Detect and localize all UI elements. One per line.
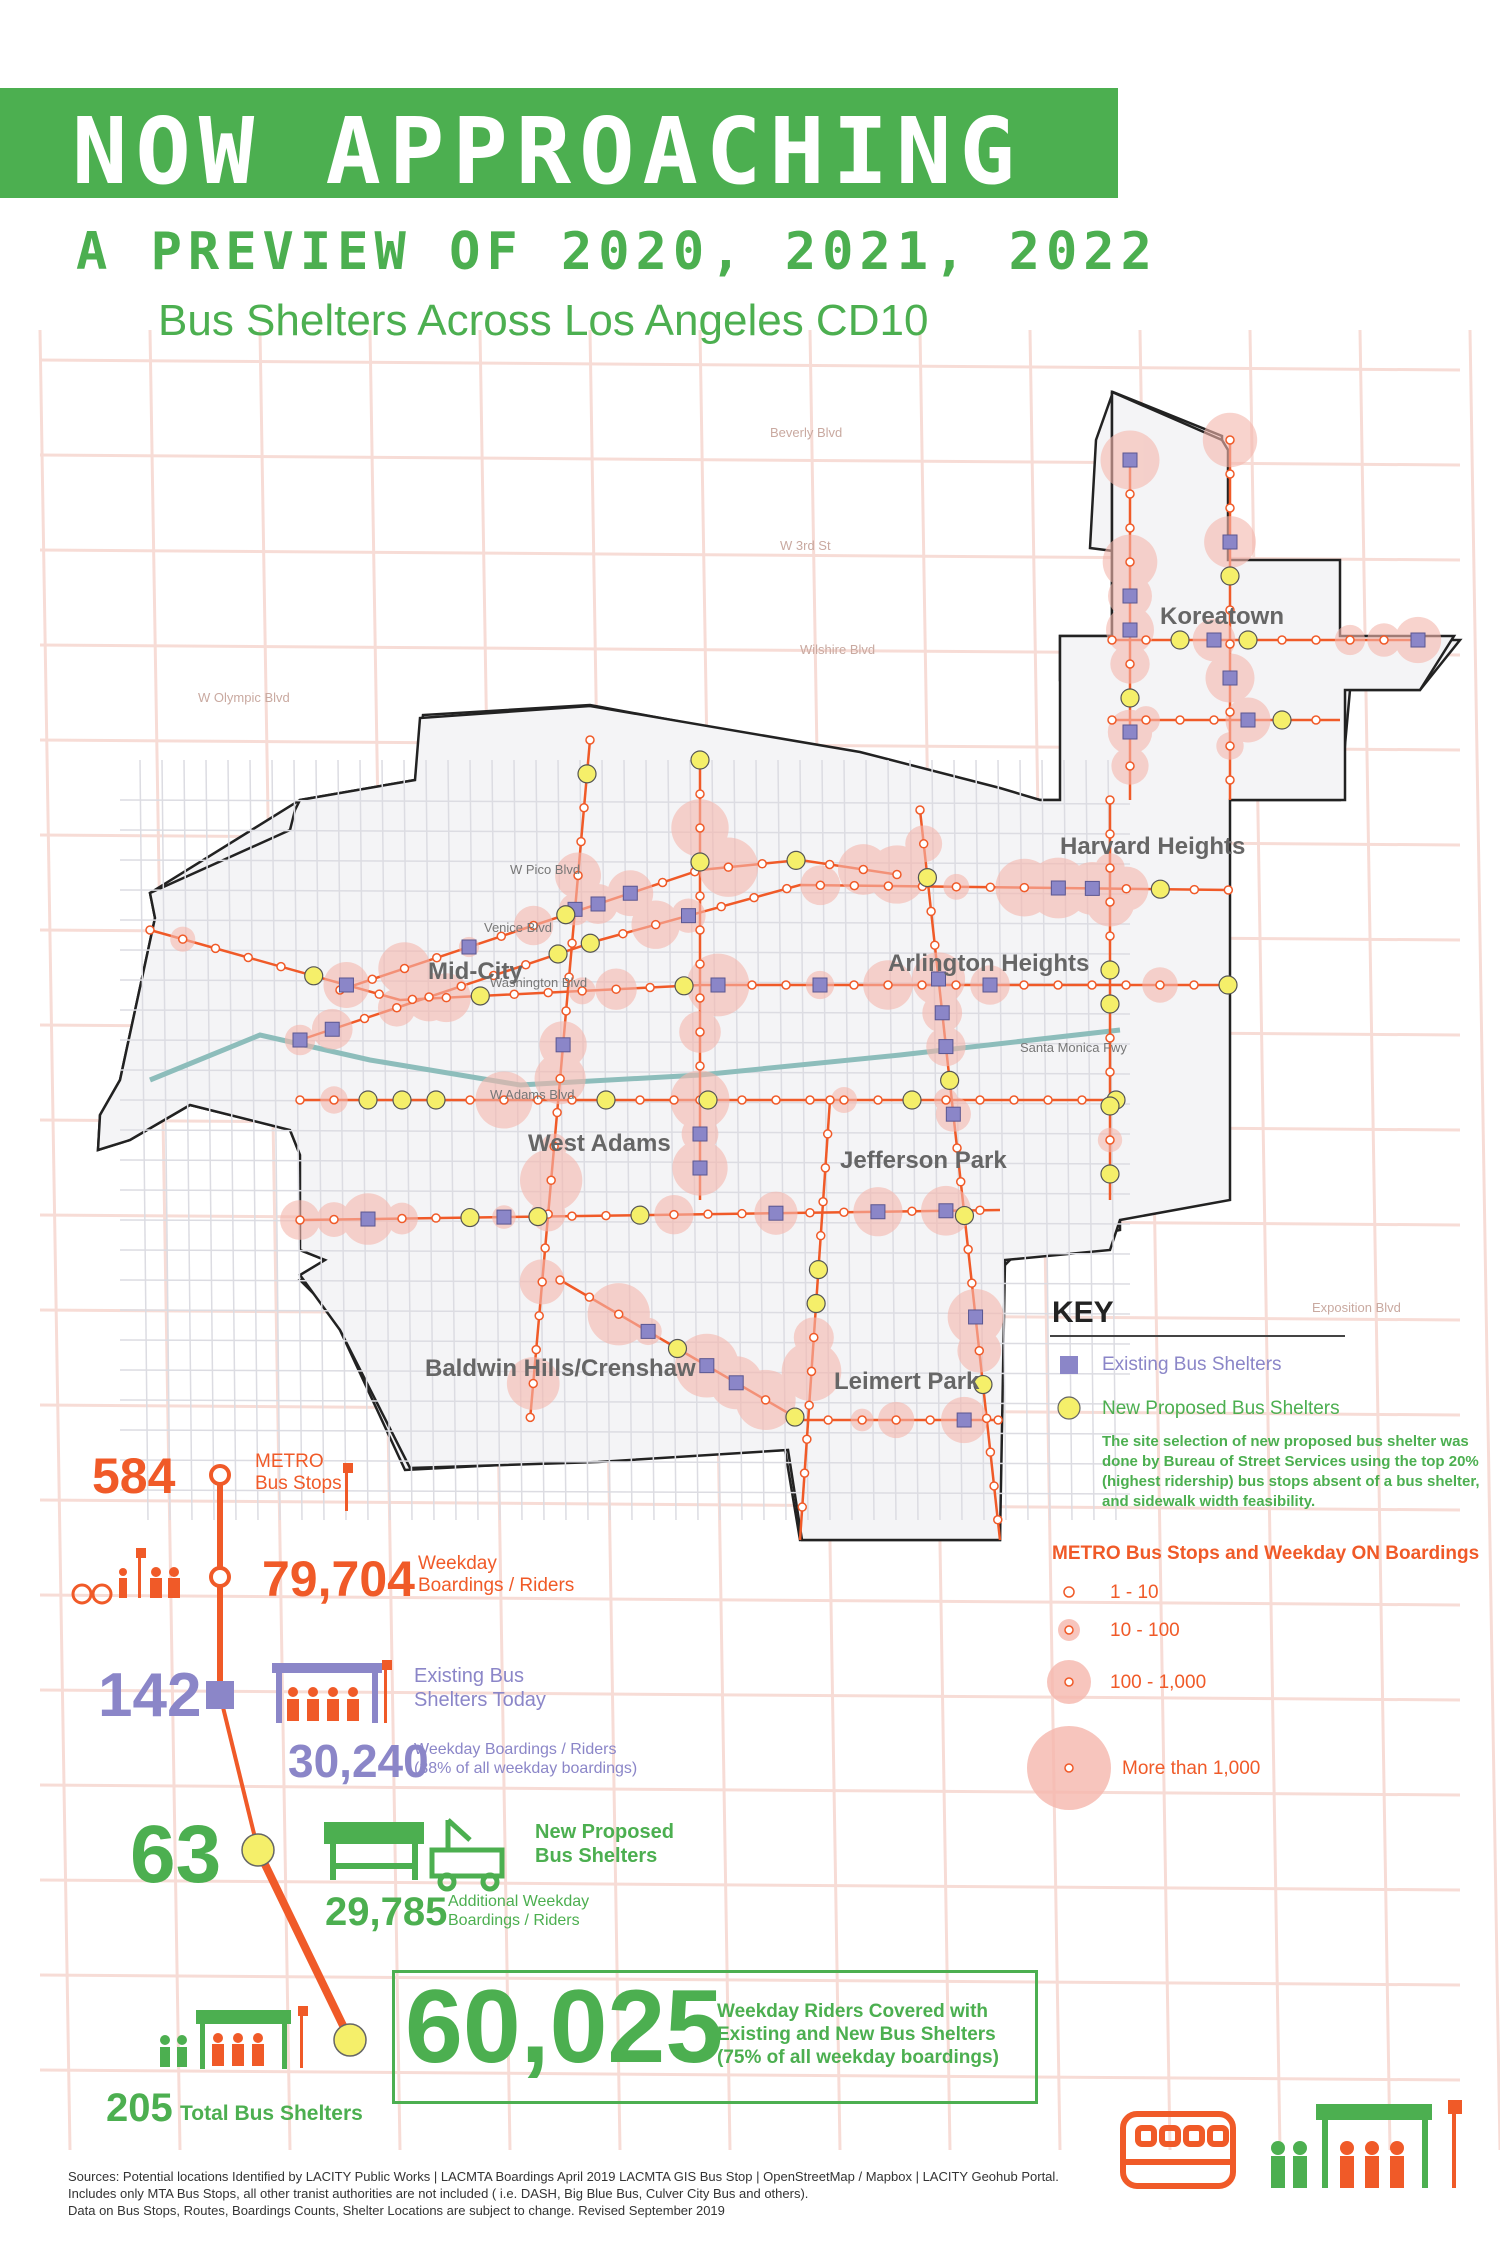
neighborhood-label: Jefferson Park — [840, 1147, 1007, 1174]
bus-stop — [750, 894, 758, 902]
bus-stop — [772, 1096, 780, 1104]
bus-stop — [884, 981, 892, 989]
proposed-shelter — [807, 1295, 825, 1313]
existing-shelter — [729, 1376, 743, 1390]
proposed-shelter — [597, 1091, 615, 1109]
bus-stop — [1278, 636, 1286, 644]
bus-stop — [670, 1211, 678, 1219]
proposed-shelter — [903, 1091, 921, 1109]
street-label: Beverly Blvd — [770, 425, 843, 440]
bus-stop — [526, 1413, 534, 1421]
bus-stop — [401, 964, 409, 972]
proposed-shelter — [786, 1408, 804, 1426]
proposed-shelter — [578, 765, 596, 783]
bus-stop — [798, 1503, 806, 1511]
existing-shelter — [1123, 725, 1137, 739]
existing-shelter — [1223, 535, 1237, 549]
bus-stop — [1088, 981, 1096, 989]
proposed-shelter — [1101, 961, 1119, 979]
existing-shelter — [969, 1310, 983, 1324]
bus-stop — [659, 878, 667, 886]
existing-shelter — [1085, 881, 1099, 895]
bus-stop — [696, 926, 704, 934]
street-label: Wilshire Blvd — [800, 642, 876, 657]
bus-stop — [696, 1062, 704, 1070]
tow-truck-icon — [432, 1820, 502, 1889]
bg-street — [40, 1690, 1460, 1700]
neighborhood-label: Mid-City — [428, 958, 523, 985]
existing-shelter — [693, 1127, 707, 1141]
existing-shelter — [1223, 671, 1237, 685]
bus-stop — [892, 1416, 900, 1424]
street-label: Washington Blvd — [490, 975, 588, 990]
bus-stop — [942, 1096, 950, 1104]
page-tagline: Bus Shelters Across Los Angeles CD10 — [158, 296, 929, 345]
proposed-shelter — [699, 1091, 717, 1109]
bus-stop — [952, 883, 960, 891]
key-boardings-4: More than 1,000 — [1122, 1758, 1261, 1779]
bus-stop — [1190, 886, 1198, 894]
street-label: W Adams Blvd — [490, 1087, 575, 1102]
bus-stop — [810, 1333, 818, 1341]
key-proposed-label: New Proposed Bus Shelters — [1102, 1398, 1340, 1419]
bus-stop — [805, 1401, 813, 1409]
bus-stop — [1142, 716, 1150, 724]
bus-stop — [817, 1232, 825, 1240]
bus-stop — [806, 1209, 814, 1217]
bus-stop — [850, 981, 858, 989]
proposed-shelter — [359, 1091, 377, 1109]
bus-stop — [535, 1312, 543, 1320]
bus-stop — [1106, 796, 1114, 804]
bus-stop — [1106, 1136, 1114, 1144]
metro-stops-label: METRO Bus Stops — [255, 1451, 342, 1494]
bus-stop — [824, 1130, 832, 1138]
bus-stop — [859, 865, 867, 873]
bus-stop — [1126, 558, 1134, 566]
bus-stop — [1108, 636, 1116, 644]
proposed-boardings-label: Additional Weekday Boardings / Riders — [448, 1893, 590, 1929]
bus-stop — [361, 1014, 369, 1022]
total-riders-count: 60,025 — [405, 1969, 724, 2085]
bus-stop — [1226, 640, 1234, 648]
bus-stop — [1312, 636, 1320, 644]
proposed-shelter — [557, 906, 575, 924]
bus-stop — [908, 1207, 916, 1215]
existing-shelter — [957, 1413, 971, 1427]
neighborhood-label: Koreatown — [1160, 603, 1285, 630]
proposed-shelter — [1221, 567, 1239, 585]
bus-stop — [806, 1096, 814, 1104]
bus-stop — [738, 1210, 746, 1218]
existing-shelter — [591, 897, 605, 911]
bus-stop — [1126, 762, 1134, 770]
proposed-shelter — [529, 1208, 547, 1226]
bus-stop — [819, 1198, 827, 1206]
bus-stop — [1312, 716, 1320, 724]
proposed-shelter — [1219, 976, 1237, 994]
bus-stop — [920, 840, 928, 848]
existing-shelter — [1123, 623, 1137, 637]
key-note: The site selection of new proposed bus shelter was done by Bureau of Street Services using the top 20% (highest ridership) bus stops absent of a bus shelter, and sidewalk width feasibility. — [1102, 1433, 1480, 1510]
bus-stop — [916, 806, 924, 814]
bus-stop — [840, 1208, 848, 1216]
bus-stop — [1190, 981, 1198, 989]
proposed-shelter — [1151, 880, 1169, 898]
total-shelters-label: Total Bus Shelters — [180, 2102, 363, 2125]
bus-stop — [1226, 436, 1234, 444]
bus-stop — [547, 1176, 555, 1184]
street-label: W 3rd St — [780, 538, 831, 553]
bus-stop — [615, 1310, 623, 1318]
proposed-shelter — [393, 1091, 411, 1109]
existing-boardings-count: 30,240 — [288, 1735, 429, 1787]
bus-stop — [927, 907, 935, 915]
key-boardings-title: METRO Bus Stops and Weekday ON Boardings — [1052, 1543, 1480, 1564]
metro-stops-count: 584 — [92, 1448, 176, 1504]
existing-shelter — [711, 978, 725, 992]
bus-stop — [1122, 885, 1130, 893]
bus-stop — [586, 736, 594, 744]
bus-stop — [1126, 660, 1134, 668]
bus-stop — [466, 1096, 474, 1104]
existing-shelter — [769, 1206, 783, 1220]
bus-stop — [976, 1096, 984, 1104]
existing-boardings-label: Weekday Boardings / Riders (38% of all weekday boardings) — [414, 1741, 638, 1777]
bus-stop — [211, 944, 219, 952]
existing-shelters-count: 142 — [98, 1661, 202, 1730]
street-label: W Olympic Blvd — [198, 690, 290, 705]
bus-stop — [556, 1075, 564, 1083]
proposed-shelter — [461, 1209, 479, 1227]
existing-shelter — [813, 978, 827, 992]
existing-shelter — [462, 940, 476, 954]
bus-stop — [1226, 504, 1234, 512]
bus-stop — [696, 994, 704, 1002]
key-boardings-2: 10 - 100 — [1110, 1620, 1180, 1641]
street-label: Santa Monica Fwy — [1020, 1040, 1127, 1055]
bus-stop — [986, 1448, 994, 1456]
neighborhood-label: Arlington Heights — [888, 950, 1090, 977]
bus-stop — [782, 981, 790, 989]
bus-stop — [816, 881, 824, 889]
bus-stop — [1156, 981, 1164, 989]
bus-stop — [556, 1276, 564, 1284]
bus-stop — [803, 1435, 811, 1443]
existing-shelter — [693, 1161, 707, 1175]
bus-stop — [704, 1210, 712, 1218]
existing-shelter — [939, 1204, 953, 1218]
bus-stop — [783, 885, 791, 893]
bus-stop — [807, 1367, 815, 1375]
bus-stop — [1126, 524, 1134, 532]
bus-stop — [696, 790, 704, 798]
bus-stop — [619, 930, 627, 938]
key-title: KEY — [1052, 1296, 1114, 1329]
proposed-shelter — [691, 853, 709, 871]
neighborhood-label: Baldwin Hills/Crenshaw — [425, 1355, 696, 1382]
bus-stop — [824, 1416, 832, 1424]
bg-street — [40, 1595, 1460, 1605]
bus-stop — [1226, 742, 1234, 750]
bus-stop — [636, 1096, 644, 1104]
bus-stop — [568, 1212, 576, 1220]
bg-street — [1470, 330, 1500, 2150]
proposed-shelter — [549, 945, 567, 963]
existing-shelter — [497, 1210, 511, 1224]
bus-stop — [1044, 1096, 1052, 1104]
bus-stop — [1020, 981, 1028, 989]
bus-stop — [990, 1482, 998, 1490]
bus-stop — [826, 1096, 834, 1104]
proposed-shelter — [631, 1206, 649, 1224]
existing-shelter — [983, 978, 997, 992]
existing-shelter — [1123, 453, 1137, 467]
bus-stop — [296, 1216, 304, 1224]
bus-stop — [146, 926, 154, 934]
bus-stop — [602, 1212, 610, 1220]
bus-stop — [976, 1206, 984, 1214]
bus-stop — [821, 1164, 829, 1172]
existing-shelter — [946, 1107, 960, 1121]
proposed-shelter — [427, 1091, 445, 1109]
bus-stop — [538, 1278, 546, 1286]
key-symbols — [1027, 1356, 1111, 1810]
bus-stop — [330, 1216, 338, 1224]
bus-stop — [983, 1414, 991, 1422]
bus-stop — [957, 1178, 965, 1186]
bus-stop — [1142, 636, 1150, 644]
existing-shelter — [1123, 589, 1137, 603]
page-subtitle: A PREVIEW OF 2020, 2021, 2022 — [76, 222, 1158, 282]
bus-stop — [748, 981, 756, 989]
proposed-shelter — [1121, 689, 1139, 707]
bg-street — [40, 360, 1460, 370]
bus-stop — [994, 1516, 1002, 1524]
bus-stop — [758, 860, 766, 868]
bus-stop — [840, 1096, 848, 1104]
proposed-shelter — [691, 751, 709, 769]
bus-stop — [717, 903, 725, 911]
existing-shelter — [556, 1038, 570, 1052]
bus-stop — [1226, 776, 1234, 784]
bus-stop — [968, 1279, 976, 1287]
proposed-shelter — [1239, 631, 1257, 649]
existing-shelter — [681, 909, 695, 923]
existing-shelter — [700, 1359, 714, 1373]
bus-stop — [408, 995, 416, 1003]
bg-street — [40, 1880, 1460, 1890]
bus-stop — [850, 882, 858, 890]
bus-stop — [975, 1347, 983, 1355]
existing-shelter — [1241, 713, 1255, 727]
bus-stop — [874, 1096, 882, 1104]
bus-stop — [1108, 716, 1116, 724]
bus-stop — [994, 1416, 1002, 1424]
bus-stop — [670, 1096, 678, 1104]
bus-stop — [1078, 1096, 1086, 1104]
bus-stop — [432, 1214, 440, 1222]
proposed-boardings-count: 29,785 — [325, 1890, 448, 1934]
bus-stop — [1106, 1068, 1114, 1076]
bus-stop — [1106, 864, 1114, 872]
bus-stop — [738, 1096, 746, 1104]
bus-stop — [562, 1007, 570, 1015]
proposed-shelter — [305, 967, 323, 985]
bus-stop — [1224, 886, 1232, 894]
bus-stop — [1010, 1096, 1018, 1104]
bus-stop — [931, 941, 939, 949]
bus-stop — [724, 863, 732, 871]
bus-stop — [368, 975, 376, 983]
bus-stop — [442, 994, 450, 1002]
existing-shelter — [1411, 633, 1425, 647]
proposed-shelter — [1101, 995, 1119, 1013]
bus-stop — [510, 990, 518, 998]
bg-street — [40, 1785, 1460, 1795]
bus-stop — [918, 981, 926, 989]
proposed-shelter — [675, 977, 693, 995]
bus-stop — [568, 939, 576, 947]
bus-stop — [696, 1028, 704, 1036]
bus-stop — [398, 1215, 406, 1223]
weekday-boardings-label: Weekday Boardings / Riders — [418, 1553, 575, 1596]
bus-stop — [952, 981, 960, 989]
new-shelter-icon — [327, 1825, 421, 1880]
weekday-boardings-count: 79,704 — [262, 1551, 415, 1607]
proposed-shelter — [1101, 1165, 1119, 1183]
bus-stop — [1020, 884, 1028, 892]
existing-shelter — [871, 1205, 885, 1219]
bus-stop — [244, 954, 252, 962]
street-label: Exposition Blvd — [1312, 1300, 1401, 1315]
bus-stop — [646, 983, 654, 991]
bus-stop — [330, 1096, 338, 1104]
bus-stop — [926, 1416, 934, 1424]
bus-stop — [1380, 636, 1388, 644]
bus-stop — [553, 1109, 561, 1117]
total-shelters-count: 205 — [106, 2086, 173, 2130]
proposed-shelter — [809, 1261, 827, 1279]
proposed-shelters-label: New Proposed Bus Shelters — [535, 1821, 674, 1867]
bus-stop — [179, 935, 187, 943]
page-title: NOW APPROACHING — [72, 98, 1023, 205]
bus-stop — [696, 892, 704, 900]
footer-shelter-icon — [1271, 2100, 1462, 2188]
bus-stop — [826, 860, 834, 868]
existing-shelter — [361, 1212, 375, 1226]
final-shelter-icon — [160, 2010, 291, 2069]
neighborhood-label: Harvard Heights — [1060, 833, 1246, 860]
key-boardings-1: 1 - 10 — [1110, 1582, 1159, 1603]
bus-stop — [585, 1293, 593, 1301]
existing-shelters-label: Existing Bus Shelters Today — [414, 1665, 546, 1711]
key-existing-label: Existing Bus Shelters — [1102, 1354, 1282, 1375]
proposed-shelter — [471, 987, 489, 1005]
bus-stop — [1106, 932, 1114, 940]
proposed-shelter — [955, 1207, 973, 1225]
existing-shelter — [641, 1324, 655, 1338]
bus-stop — [858, 1416, 866, 1424]
existing-shelter — [935, 1006, 949, 1020]
bus-stop — [762, 1396, 770, 1404]
proposed-shelter — [941, 1071, 959, 1089]
bus-stop — [1210, 716, 1218, 724]
existing-shelter — [293, 1033, 307, 1047]
bus-stop — [425, 993, 433, 1001]
bus-stop — [1122, 981, 1130, 989]
street-label: Venice Blvd — [484, 920, 552, 935]
bus-stop — [964, 1245, 972, 1253]
bus-stop — [580, 804, 588, 812]
proposed-shelters-count: 63 — [130, 1809, 222, 1900]
bus-stop — [1126, 490, 1134, 498]
bus-stop — [696, 960, 704, 968]
bus-stop — [296, 1096, 304, 1104]
proposed-shelter — [581, 934, 599, 952]
proposed-shelter — [1171, 631, 1189, 649]
bus-stop — [1226, 708, 1234, 716]
bus-stop — [393, 1004, 401, 1012]
bus-stop — [1346, 636, 1354, 644]
key-divider — [1050, 1335, 1345, 1337]
bus-stop — [801, 1469, 809, 1477]
bg-street — [40, 330, 70, 2150]
bus-stop — [893, 871, 901, 879]
bus-stop — [1226, 470, 1234, 478]
existing-shelter — [939, 1040, 953, 1054]
bus-stop — [541, 1244, 549, 1252]
bus-stop — [277, 963, 285, 971]
neighborhood-label: Leimert Park — [834, 1368, 980, 1395]
bus-stop — [532, 1346, 540, 1354]
bus-stop — [1106, 898, 1114, 906]
existing-shelter — [325, 1022, 339, 1036]
sources-footnote: Sources: Potential locations Identified by LACITY Public Works | LACMTA Boardings April 2019 LACMTA GIS Bus Stop | OpenStreetMap / Mapbox | LACITY Geohub Portal. Includes only MTA Bus Stops, all other tranist authorities are not included ( i.e. DASH, Big Blue Bus, Culver City Bus and others). Data on Bus Stops, Routes, Boardings Counts, Shelter Locations are subject to change. Revised September 2019 — [68, 2169, 1059, 2218]
bus-stop — [577, 838, 585, 846]
neighborhood-label: West Adams — [528, 1130, 671, 1157]
existing-shelter — [623, 886, 637, 900]
bus-stop — [696, 824, 704, 832]
bus-stop — [1176, 716, 1184, 724]
bus-stop — [652, 921, 660, 929]
street-label: W Pico Blvd — [510, 862, 581, 877]
existing-shelter — [339, 978, 353, 992]
proposed-shelter — [918, 869, 936, 887]
bus-stop — [884, 882, 892, 890]
total-riders-label: Weekday Riders Covered with Existing and New Bus Shelters (75% of all weekday boardings) — [717, 2001, 999, 2068]
proposed-shelter — [1101, 1097, 1119, 1115]
bus-stop — [375, 990, 383, 998]
proposed-shelter — [1273, 711, 1291, 729]
existing-shelter — [1051, 881, 1065, 895]
bus-stop — [1054, 981, 1062, 989]
bg-street — [1360, 330, 1390, 2150]
key-boardings-3: 100 - 1,000 — [1110, 1672, 1207, 1693]
bus-stop — [612, 985, 620, 993]
existing-shelter — [1207, 633, 1221, 647]
proposed-shelter — [787, 851, 805, 869]
bus-stop — [986, 883, 994, 891]
